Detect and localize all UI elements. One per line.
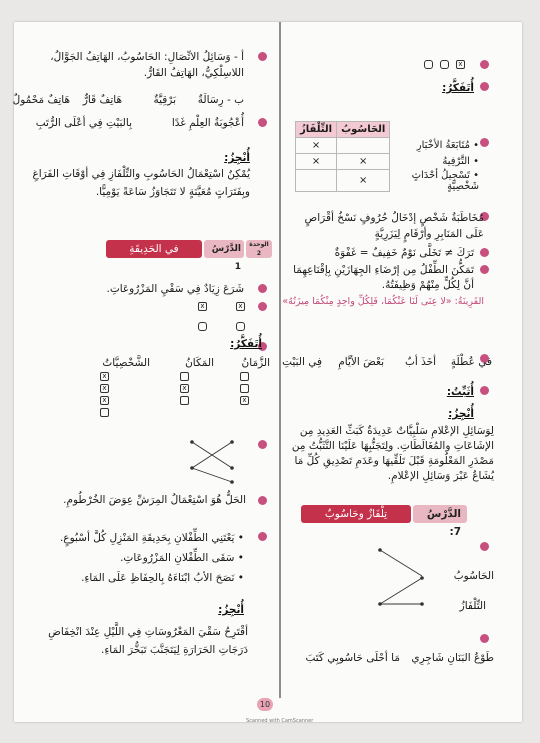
answer-line: لِوَسَائِلِ الإعْلامِ سَلْبِيَّاتٌ عَدِيدَةٌ كَبَثِّ العَدِيدِ مِن <box>299 425 494 437</box>
answer-line: يُشَاعُ عَبْرَ وَسَائِلِ الإعْلامِ. <box>387 470 494 482</box>
phrase-item: فِي البَيْتِ <box>282 356 322 368</box>
lesson-title: تِلْفَازٌ وحَاسُوبٌ <box>301 505 411 523</box>
lesson-number-tag: الدَّرْسُ 7: <box>413 505 467 523</box>
answer-line: عَلَى المَنَابِرِ وأرْقَامٍ لِيَزَرِيَّةٍ <box>374 228 484 240</box>
answer-checkbox[interactable]: x <box>100 396 109 405</box>
column-divider <box>279 22 281 698</box>
answer-checkbox[interactable] <box>440 60 449 69</box>
exercise-number-dot <box>480 82 489 91</box>
answer-line: تَمَكُّنَ الطِّفْلُ مِن إرْضَاءِ الجِهَازَيْنِ بِإقْنَاعِهِمَا <box>293 264 474 276</box>
answer-checkbox[interactable] <box>180 396 189 405</box>
verse-right: طَوْعُ البَنَانِ شَاجِرِي <box>411 652 494 664</box>
lesson-banner <box>106 240 272 272</box>
answer-checkbox[interactable]: x <box>100 384 109 393</box>
answer-line: شَرَعَ زِيَادٌ فِي سَقْيِ المَزْرُوعَاتِ. <box>106 283 244 295</box>
table-cell[interactable]: × <box>296 154 337 170</box>
answer-item: أُعْجُوبَةُ العِلْمِ غَدًا <box>171 117 244 129</box>
think-heading: أُتَفَكَّرُ: <box>442 82 474 94</box>
answer-checkbox[interactable] <box>100 408 109 417</box>
answer-line: مُخَاطَبَةُ شَخْصٍ إدْخَالُ حُرُوفٍ نَسْخُ أقْرَاصٍ <box>304 212 484 224</box>
table-row <box>296 154 484 170</box>
column-header-characters: الشَّخْصِيَّاتُ <box>102 357 150 369</box>
answer-line: وبِفَتَرَاتٍ مُعَيَّنَةٍ لا تَتَجَاوَزُ سَاعَةً يَوْمِيًّا. <box>95 186 250 198</box>
lesson-title: في الحَدِيقَةِ <box>106 240 202 258</box>
bullet-item: • سَقَى الطِّفْلانِ المَزْرُوعَاتِ. <box>120 552 244 564</box>
phrase-item: أخَذَ أبٌ <box>404 356 436 368</box>
matching-lines <box>174 432 254 492</box>
phrase-item: بَعْضَ الأيَّامِ <box>338 356 384 368</box>
answer-line: الحَلُّ هُوَ اسْتِعْمَالُ المِرَشِّ عِوَضَ الخُرْطُومِ. <box>63 494 246 506</box>
answer-checkbox[interactable]: x <box>236 302 245 311</box>
table-header-tv: التِّلْفَازُ <box>296 122 337 138</box>
match-item-tv: التِّلْفَازُ <box>459 600 486 612</box>
evidence-quote: القَرِينَةُ: «لا عِنَى لَنَا عَنْكُمَا، فَلِكُلِّ واحِدٍ مِنْكُمَا مِيزَتُهُ» <box>282 296 484 307</box>
table-corner-cell <box>390 122 483 138</box>
answer-checkbox[interactable] <box>240 372 249 381</box>
table-row-label: • تَسْجِيلُ أحْدَاثٍ شَخْصِيَّةٍ <box>411 169 479 192</box>
table-header-computer: الحَاسُوبُ <box>337 122 390 138</box>
answer-item: بِالبَيْتِ فِي أعْلَى الرُّتَبِ <box>35 117 132 129</box>
comparison-table <box>295 121 483 192</box>
exercise-number-dot <box>258 284 267 293</box>
verse-left: مَا أحْلَى حَاسُوبِي كَتَبَ <box>305 652 400 664</box>
answer-checkbox[interactable] <box>198 322 207 331</box>
answer-item: ب - رِسَالَةٌ <box>197 94 244 106</box>
answer-checkbox[interactable] <box>424 60 433 69</box>
answer-item: هَاتِفٌ مَحْمُولٌ <box>12 94 70 106</box>
answer-checkbox[interactable]: x <box>198 302 207 311</box>
exercise-number-dot <box>258 532 267 541</box>
answer-line: أنَّ لِكُلٍّ مِنْهُمْ وَظِيفَتُهُ. <box>381 279 474 291</box>
column-header-time: الزَّمَانُ <box>241 357 270 369</box>
answer-line: تَرَكَ ≠ تَخَلَّى نَوْمٌ خَفِيفٌ = غَفْوَةٌ <box>334 247 474 259</box>
lesson-banner <box>301 505 467 538</box>
table-row <box>296 170 484 192</box>
answer-checkbox[interactable]: x <box>180 384 189 393</box>
exercise-number-dot <box>480 60 489 69</box>
exercise-number-dot <box>480 138 489 147</box>
match-item-computer: الحَاسُوبُ <box>453 570 494 582</box>
answer-line: أ - وَسَائِلُ الاتِّصَالِ: الحَاسُوبُ، الهَاتِفُ الجَوَّالُ، <box>50 51 244 63</box>
exercise-number-dot <box>258 496 267 505</box>
exercise-number-dot <box>480 248 489 257</box>
table-cell[interactable]: × <box>337 154 390 170</box>
answer-checkbox[interactable] <box>180 372 189 381</box>
answer-item: بَرْقِيَّةٌ <box>153 94 176 106</box>
exercise-number-dot <box>480 634 489 643</box>
answer-line: مَصْدَرِ المَعْلُومَةِ قَبْلَ تَلَقِّيهَا وعَدَمِ تَصْدِيقِ كُلِّ مَا <box>294 455 494 467</box>
workbook-page <box>14 22 522 722</box>
unit-tag: الوحدة 2 <box>246 240 272 258</box>
table-cell[interactable] <box>337 138 390 154</box>
answer-line: اللاسِلْكِيُّ، الهَاتِفُ القَارُّ. <box>143 67 244 79</box>
confirm-heading: أُثَبِّتُ: <box>446 386 474 398</box>
table-cell[interactable] <box>296 170 337 192</box>
lesson-number-tag: الدَّرْسُ 1 <box>204 240 244 258</box>
accomplish-heading: أُنْجِزُ: <box>224 152 250 164</box>
bullet-item: • نَصَحَ الأبُ ابْنَاءَهُ بِالحِفَاظِ عَلَى المَاءِ. <box>81 572 244 584</box>
answer-line: دَرَجَاتِ الحَرَارَةِ لِيَتَجَنَّبَ تَبَخُّرَ المَاءِ. <box>101 644 248 656</box>
matching-lines <box>364 542 444 632</box>
exercise-number-dot <box>258 52 267 61</box>
bullet-item: • يَعْتَنِي الطِّفْلانِ بِحَدِيقَةِ المَنْزِلِ كُلَّ أسْبُوعٍ. <box>59 532 244 544</box>
phrase-item: في عُطْلَةٍ <box>450 356 492 368</box>
exercise-number-dot <box>480 386 489 395</box>
scanner-watermark: Scanned with CamScanner <box>246 718 314 724</box>
exercise-number-dot <box>480 265 489 274</box>
table-row-label: • مُتَابَعَةُ الأخْبَارِ <box>390 138 483 154</box>
think-heading: أُتَفَكَّرُ: <box>230 338 262 350</box>
answer-item: هَاتِفٌ قَارٌّ <box>82 94 122 106</box>
exercise-number-dot <box>480 542 489 551</box>
answer-line: أقْتَرِحُ سَقْيَ المَغْرُوسَاتِ فِي اللَّيْلِ عِنْدَ انْخِفَاضِ <box>48 626 248 638</box>
answer-checkbox[interactable]: x <box>456 60 465 69</box>
page-number: 10 <box>257 698 273 711</box>
table-cell[interactable]: × <box>337 170 390 192</box>
answer-line: الإشَاعَاتِ والمُغَالَطَاتِ. ولِتَجَنُّبِهَا عَلَيْنَا التَّثَبُّتُ مِن <box>291 440 494 452</box>
accomplish-heading: أُنْجِزُ: <box>218 604 244 616</box>
answer-checkbox[interactable] <box>240 384 249 393</box>
table-row-label: • التَّرْفِيهُ <box>442 156 479 167</box>
answer-checkbox[interactable]: x <box>100 372 109 381</box>
exercise-number-dot <box>258 440 267 449</box>
table-row <box>296 138 484 154</box>
exercise-number-dot <box>258 302 267 311</box>
answer-checkbox[interactable] <box>236 322 245 331</box>
table-cell[interactable]: × <box>296 138 337 154</box>
column-header-place: المَكَانُ <box>185 357 214 369</box>
answer-checkbox[interactable]: x <box>240 396 249 405</box>
exercise-number-dot <box>258 118 267 127</box>
answer-line: يُمْكِنُ اسْتِعْمَالُ الحَاسُوبِ والتِّلْفَازِ فِي أوْقَاتِ الفَرَاغِ <box>32 168 250 180</box>
accomplish-heading: أُنْجِزُ: <box>448 408 474 420</box>
